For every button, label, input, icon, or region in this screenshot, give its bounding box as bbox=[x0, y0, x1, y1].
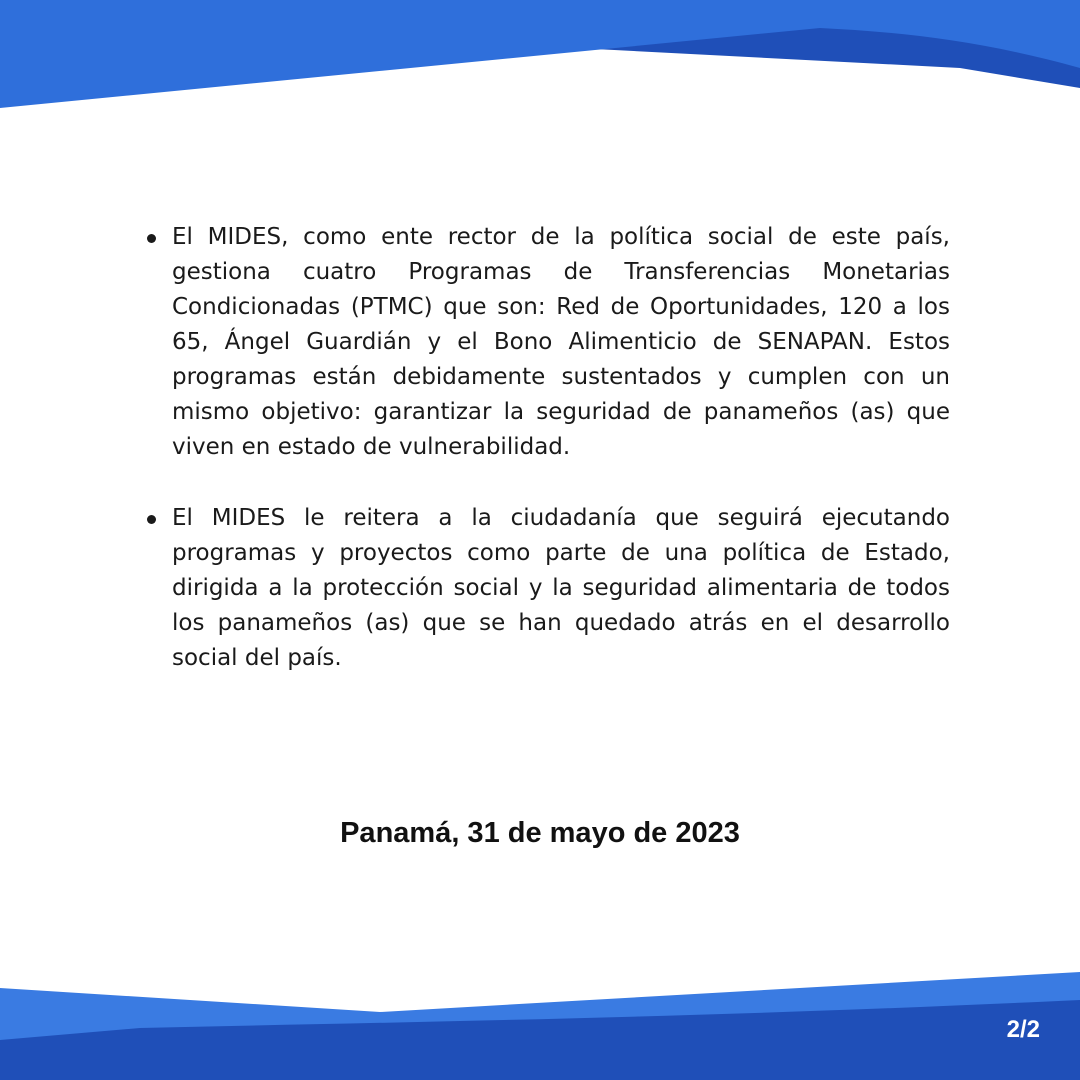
bullet-item-ptmc: El MIDES, como ente rector de la política social de este país, gestiona cuatro Programas de Transferencias Monetarias Condicionadas (PTMC) que son: Red de Oportunidades, 120 a los 65, Ángel Guardián y el Bono Alimenticio de SENAPAN. Estos programas están debidamente sustentados y cumplen con un mismo objetivo: garantizar la seguridad de panameños (as) que viven en estado de vulnerabilidad. bbox=[172, 220, 950, 465]
statement-bullet-list bbox=[172, 220, 950, 712]
bullet-item-reiteration: El MIDES le reitera a la ciudadanía que seguirá ejecutando programas y proyectos como parte de una política de Estado, dirigida a la protección social y la seguridad alimentaria de todos los panameños (as) que se han quedado atrás en el desarrollo social del país. bbox=[172, 501, 950, 676]
place-date-line: Panamá, 31 de mayo de 2023 bbox=[340, 817, 740, 849]
page-indicator: 2/2 bbox=[1006, 1016, 1040, 1043]
